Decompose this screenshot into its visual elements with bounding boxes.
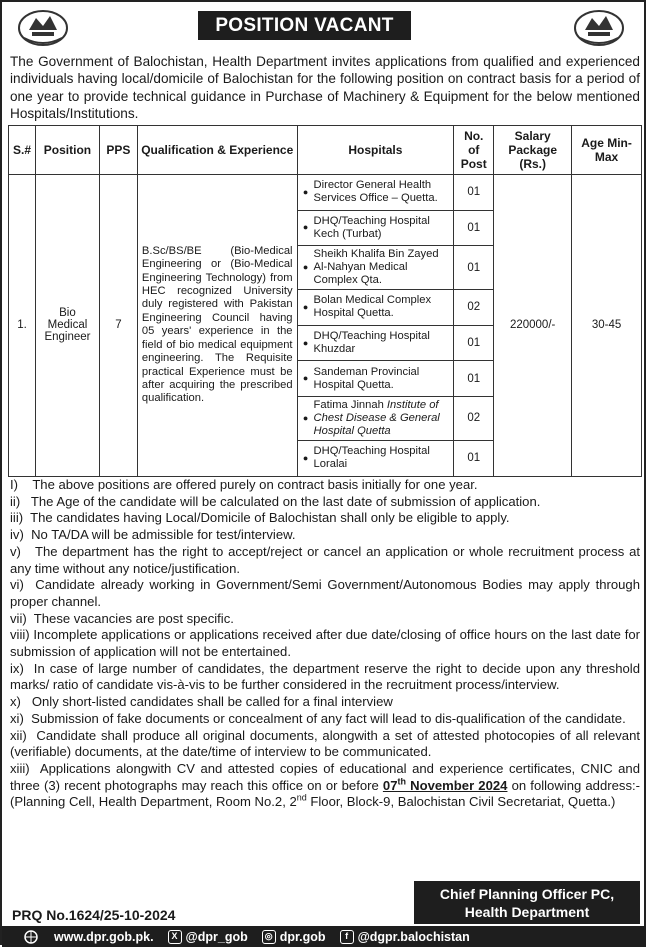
- term-item: iii) The candidates having Local/Domicile of Balochistan shall only be eligible to apply.: [10, 510, 510, 526]
- bullet-icon: ●: [302, 452, 309, 463]
- cell-posts: [454, 175, 494, 477]
- bullet-icon: ●: [302, 412, 309, 423]
- header-posts: No. of Post: [454, 126, 494, 175]
- header-pps: PPS: [99, 126, 137, 175]
- hospital-item: ● Fatima Jinnah Institute of Chest Disease & General Hospital Quetta: [298, 397, 454, 441]
- cell-salary: 220000/-: [494, 175, 572, 477]
- cell-qualification: B.Sc/BS/BE (Bio-Medical Engineering or (Bio-Medical Engineering Technology) from HEC recognized University duly registered with Pakistan Engineering Council having 05 years' experience in the field of bio medical equipment engineering. The Requisite practical Experience must be after acquiring the prescribed qualification.: [137, 175, 297, 477]
- terms-list: [10, 477, 640, 811]
- header-hospitals: Hospitals: [297, 126, 454, 175]
- footer-instagram[interactable]: ◎ dpr.gob: [262, 930, 326, 944]
- balochistan-emblem-left-icon: [16, 8, 70, 48]
- cell-hospitals: [297, 175, 454, 477]
- instagram-icon: ◎: [262, 930, 276, 944]
- balochistan-emblem-right-icon: [572, 8, 626, 48]
- term-item: vi) Candidate already working in Government/Semi Government/Autonomous Bodies may apply through proper channel.: [10, 577, 640, 609]
- prq-number: PRQ No.1624/25-10-2024: [12, 907, 176, 923]
- cell-age: 30-45: [572, 175, 642, 477]
- term-item: vii) These vacancies are post specific.: [10, 610, 234, 626]
- facebook-icon: f: [340, 930, 354, 944]
- intro-paragraph: The Government of Balochistan, Health Department invites applications from qualified and experienced individuals having local/domicile of Balochistan for the following position on contract basis for a period of one year to provide technical guidance in Purchase of Machinery & Equipment for the below mentioned Hospitals/Institutions.: [10, 54, 640, 122]
- bullet-icon: ●: [302, 222, 309, 233]
- footer-twitter[interactable]: X @dpr_gob: [168, 930, 248, 944]
- term-item-deadline: xiii) Applications alongwith CV and attested copies of educational and experience certificates, CNIC and three (3) recent photographs may reach this office on or before 07th November 2024 on following address:-(Planning Cell, Health Department, Room No.2, 2nd Floor, Block-9, Balochistan Civil Secretariat, Quetta.): [10, 760, 640, 810]
- page-title: POSITION VACANT: [198, 11, 411, 40]
- header-age: Age Min-Max: [572, 126, 642, 175]
- header-sno: S.#: [9, 126, 36, 175]
- hospital-item: ● DHQ/Teaching Hospital Kech (Turbat): [298, 211, 454, 247]
- globe-icon: [24, 930, 50, 944]
- post-count: 02: [454, 290, 493, 326]
- bullet-icon: ●: [302, 301, 309, 312]
- term-item: viii) Incomplete applications or applications received after due date/closing of office hours on the last date for submission of application will not be entertained.: [10, 627, 640, 660]
- term-item: I) The above positions are offered purely on contract basis initially for one year.: [10, 477, 478, 492]
- hospital-item: ● DHQ/Teaching Hospital Loralai: [298, 441, 454, 476]
- bullet-icon: ●: [302, 262, 309, 273]
- header-salary: Salary Package (Rs.): [494, 126, 572, 175]
- term-item: iv) No TA/DA will be admissible for test/interview.: [10, 527, 296, 543]
- bullet-icon: ●: [302, 373, 309, 384]
- hospital-item: ● Sandeman Provincial Hospital Quetta.: [298, 361, 454, 397]
- footer-website[interactable]: www.dpr.gob.pk.: [24, 930, 154, 944]
- post-count: 01: [454, 361, 493, 397]
- term-item: ix) In case of large number of candidates, the department reserve the right to decide upon any threshold marks/ ratio of candidate vis-à-vis to be further considered in the recruitment process/interview.: [10, 660, 640, 693]
- twitter-icon: X: [168, 930, 182, 944]
- deadline-date: 07th November 2024: [382, 776, 508, 793]
- cell-sno: 1.: [9, 175, 36, 477]
- hospital-item: ● Director General Health Services Office – Quetta.: [298, 175, 454, 211]
- post-count: 01: [454, 175, 493, 211]
- signature-block: [414, 881, 640, 924]
- term-item: xii) Candidate shall produce all original documents, alongwith a set of attested photocopies of all relevant (verifiable) documents, at the date/time of interview to be communicated.: [10, 727, 640, 760]
- header-position: Position: [35, 126, 99, 175]
- header-qualification: Qualification & Experience: [137, 126, 297, 175]
- cell-position: Bio Medical Engineer: [35, 175, 99, 477]
- bullet-icon: ●: [302, 337, 309, 348]
- post-count: 01: [454, 211, 493, 247]
- footer-bar: [2, 926, 646, 947]
- post-count: 01: [467, 452, 481, 465]
- hospital-item: ● Sheikh Khalifa Bin Zayed Al-Nahyan Medical Complex Qta.: [298, 246, 454, 290]
- positions-table: [8, 125, 642, 477]
- term-item: ii) The Age of the candidate will be calculated on the last date of submission of application.: [10, 493, 541, 509]
- signature-line-1: Chief Planning Officer PC,: [439, 886, 615, 902]
- post-count: 01: [454, 246, 493, 290]
- signature-line-2: Health Department: [464, 904, 590, 920]
- bullet-icon: ●: [302, 186, 309, 197]
- term-item: x) Only short-listed candidates shall be called for a final interview: [10, 694, 393, 710]
- term-item: v) The department has the right to accept/reject or cancel an application or whole recruitment process at any time without any notice/justification.: [10, 543, 640, 576]
- hospital-item: ● DHQ/Teaching Hospital Khuzdar: [298, 326, 454, 362]
- term-item: xi) Submission of fake documents or concealment of any fact will lead to dis-qualification of the candidate.: [10, 710, 626, 726]
- footer-facebook[interactable]: f @dgpr.balochistan: [340, 930, 470, 944]
- cell-pps: 7: [99, 175, 137, 477]
- table-row: [9, 175, 642, 477]
- table-header-row: [9, 126, 642, 175]
- hospital-item: ● Bolan Medical Complex Hospital Quetta.: [298, 290, 454, 326]
- post-count: 01: [454, 326, 493, 362]
- post-count: 02: [454, 397, 493, 441]
